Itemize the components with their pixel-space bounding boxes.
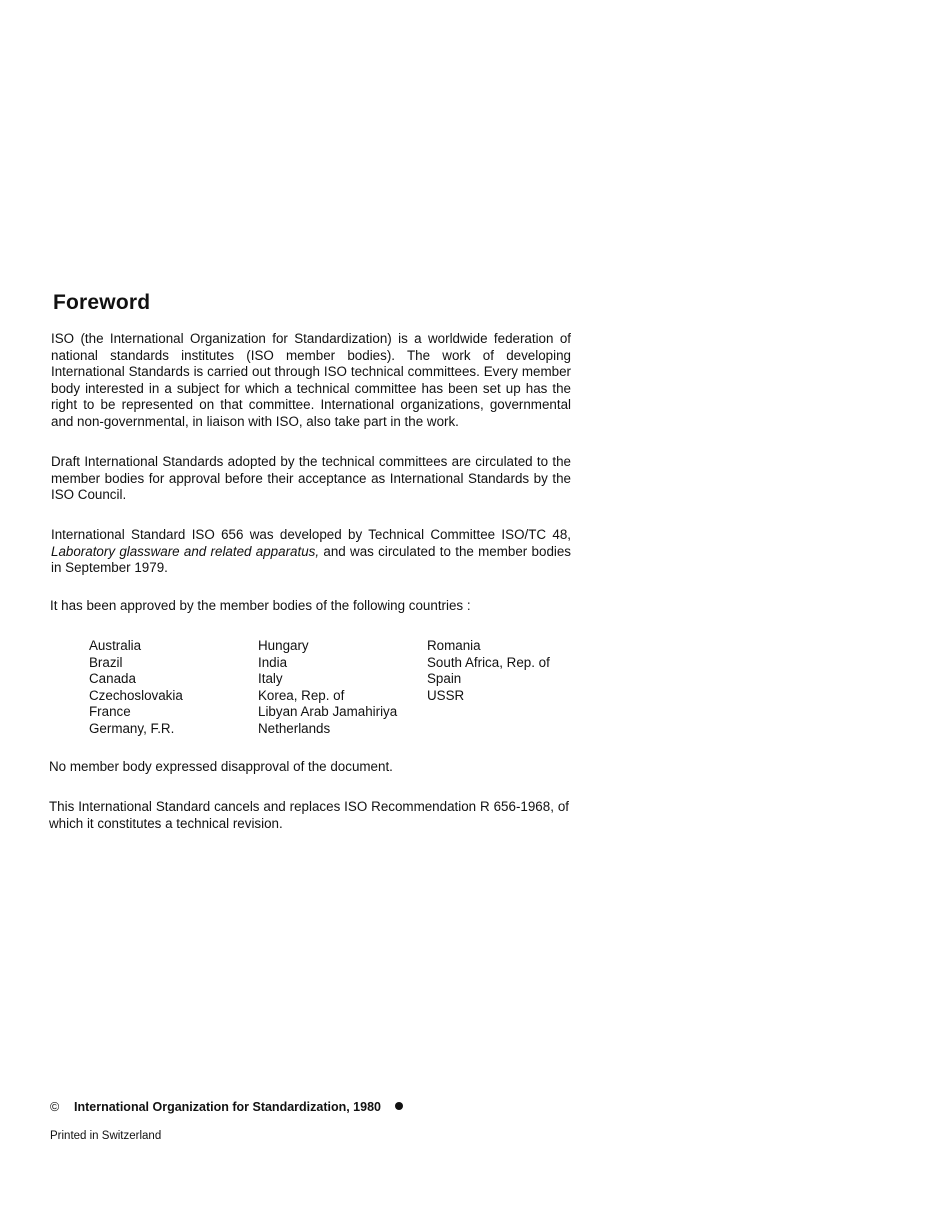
bullet-dot-icon <box>395 1102 403 1110</box>
paragraph-iso-656-lead: International Standard ISO 656 was developed by Technical Committee ISO/TC 48, <box>51 527 571 542</box>
country-item: Germany, F.R. <box>89 720 175 736</box>
copyright-icon: © <box>50 1100 60 1114</box>
paragraph-iso-656 <box>51 527 571 577</box>
country-item: Italy <box>258 671 283 687</box>
country-item: Korea, Rep. of <box>258 687 345 703</box>
country-item: France <box>89 704 131 720</box>
page-title: Foreword <box>53 291 151 314</box>
copyright-line <box>50 1100 403 1114</box>
committee-title: Laboratory glassware and related apparatus, <box>51 543 320 559</box>
country-item: Czechoslovakia <box>89 687 183 703</box>
country-item: Spain <box>427 671 462 687</box>
country-item: Libyan Arab Jamahiriya <box>258 704 398 720</box>
country-item: USSR <box>427 687 465 703</box>
paragraph-draft-standards: Draft International Standards adopted by the technical committees are circulated to the member bodies for approval before their acceptance as International Standards by the ISO Council. <box>51 454 571 503</box>
country-column-1 <box>89 638 183 738</box>
paragraph-iso-656-tail: and was circulated to the member bodies in September 1979. <box>51 543 572 576</box>
paragraph-approval: It has been approved by the member bodies of the following countries : <box>50 598 471 613</box>
country-item: Hungary <box>258 638 309 653</box>
paragraph-iso-intro: ISO (the International Organization for Standardization) is a worldwide federation of national standards institutes (ISO member bodies). The work of developing International Standards is carried out through ISO technical committees. Every member body interested in a subject for which a technical committee has been set up has the right to be represented on that committee. International organizations, governmental and non-governmental, in liaison with ISO, also take part in the work. <box>51 331 571 429</box>
country-item: Netherlands <box>258 720 331 736</box>
country-item: Canada <box>89 671 136 687</box>
country-item: Romania <box>427 638 481 653</box>
country-item: South Africa, Rep. of <box>427 654 550 670</box>
paragraph-replaces: This International Standard cancels and replaces ISO Recommendation R 656-1968, of which it constitutes a technical revision. <box>49 799 569 831</box>
country-item: India <box>258 654 288 670</box>
country-item: Brazil <box>89 654 123 670</box>
printed-location: Printed in Switzerland <box>50 1130 162 1142</box>
paragraph-no-disapproval: No member body expressed disapproval of the document. <box>49 759 393 774</box>
country-column-2 <box>258 638 397 738</box>
country-item: Australia <box>89 638 142 653</box>
copyright-text: International Organization for Standardization, 1980 <box>74 1100 381 1114</box>
country-column-3 <box>427 638 550 704</box>
